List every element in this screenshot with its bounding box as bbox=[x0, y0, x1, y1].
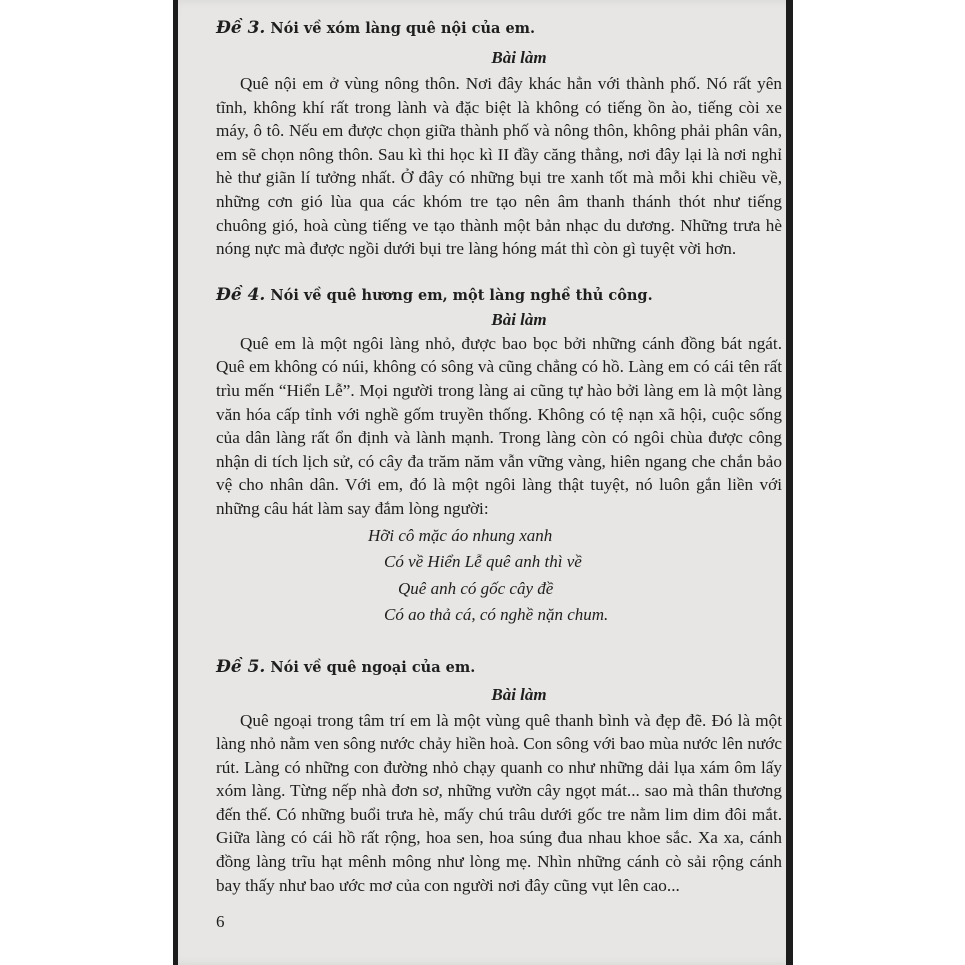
section-heading bbox=[216, 283, 782, 307]
section-body: Quê ngoại trong tâm trí em là một vùng quê thanh bình và đẹp đẽ. Đó là một làng nhỏ nằm ven sông nước chảy hiền hoà. Con sông với bao mùa nước lên nước rút. Làng có những con đường nhỏ chạy quanh co như những dải lụa xám ôm lấy xóm làng. Từng nếp nhà đơn sơ, những vườn cây ngọt mát... sao mà thân thương đến thế. Có những buổi trưa hè, mấy chú trâu dưới gốc tre nằm lim dim đôi mắt. Giữa làng có cái hồ rất rộng, hoa sen, hoa súng đua nhau khoe sắc. Xa xa, cánh đồng làng trĩu hạt mênh mông như lòng mẹ. Nhìn những cánh cò sải rộng cánh bay thấy như bao ước mơ của con người nơi đây cũng vụt lên cao... bbox=[216, 710, 782, 895]
section-de-4 bbox=[216, 283, 782, 629]
section-heading bbox=[216, 655, 782, 679]
page-left-edge bbox=[173, 0, 178, 965]
section-subheading: Bài làm bbox=[491, 309, 547, 329]
verse-line: Có ao thả cá, có nghề nặn chum. bbox=[384, 605, 609, 624]
section-title: Nói về quê hương em, một làng nghề thủ công. bbox=[265, 286, 653, 304]
section-body: Quê em là một ngôi làng nhỏ, được bao bọc bởi những cánh đồng bát ngát. Quê em không có núi, không có sông và cũng chẳng có hồ. Làng em có cái tên rất trìu mến “Hiển Lễ”. Mọi người trong làng ai cũng tự hào bởi làng em là một làng văn hóa cấp tỉnh với nghề gốm truyền thống. Không có tệ nạn xã hội, cuộc sống của dân làng rất ổn định và lành mạnh. Trong làng còn có ngôi chùa được công nhận di tích lịch sử, có cây đa trăm năm vẫn vững vàng, hiên ngang che chắn bảo vệ cho nhân dân. Với em, đó là một ngôi làng thật tuyệt, nó luôn gắn liền với những câu hát làm say đắm lòng người: bbox=[216, 333, 782, 518]
verse-line: Có về Hiển Lễ quê anh thì về bbox=[384, 552, 582, 571]
section-de-5 bbox=[216, 655, 782, 898]
section-title: Nói về xóm làng quê nội của em. bbox=[265, 20, 536, 37]
section-number: Đề 4. bbox=[216, 284, 266, 305]
page-content bbox=[216, 16, 782, 897]
verse-block bbox=[216, 523, 782, 629]
page-number: 6 bbox=[216, 912, 225, 931]
verse-line: Hỡi cô mặc áo nhung xanh bbox=[368, 525, 553, 545]
section-number: Đề 3. bbox=[216, 18, 266, 38]
section-body: Quê nội em ở vùng nông thôn. Nơi đây khác hẳn với thành phố. Nó rất yên tĩnh, không khí rất trong lành và đặc biệt là không có tiếng ồn ào, tiếng còi xe máy, ô tô. Nếu em được chọn giữa thành phố và nông thôn, không phải phân vân, em sẽ chọn nông thôn. Sau kì thi học kì II đầy căng thẳng, nơi đây lại là nơi nghỉ hè thư giãn lí tưởng nhất. Ở đây có những bụi tre xanh tốt mà mỗi khi chiều về, những cơn gió lùa qua các khóm tre tạo nên âm thanh thánh thót như tiếng chuông gió, hoà cùng tiếng ve tạo thành một bản nhạc du dương. Những trưa hè nóng nực mà được ngồi dưới bụi tre làng hóng mát thì còn gì tuyệt vời hơn. bbox=[216, 74, 782, 259]
section-de-3 bbox=[216, 16, 782, 261]
section-subheading: Bài làm bbox=[491, 684, 547, 704]
verse-line: Quê anh có gốc cây đề bbox=[398, 578, 554, 598]
section-title: Nói về quê ngoại của em. bbox=[265, 658, 476, 676]
page-right-edge bbox=[786, 0, 793, 965]
section-subheading: Bài làm bbox=[491, 48, 547, 67]
section-number: Đề 5. bbox=[216, 656, 266, 677]
section-heading bbox=[216, 16, 782, 40]
